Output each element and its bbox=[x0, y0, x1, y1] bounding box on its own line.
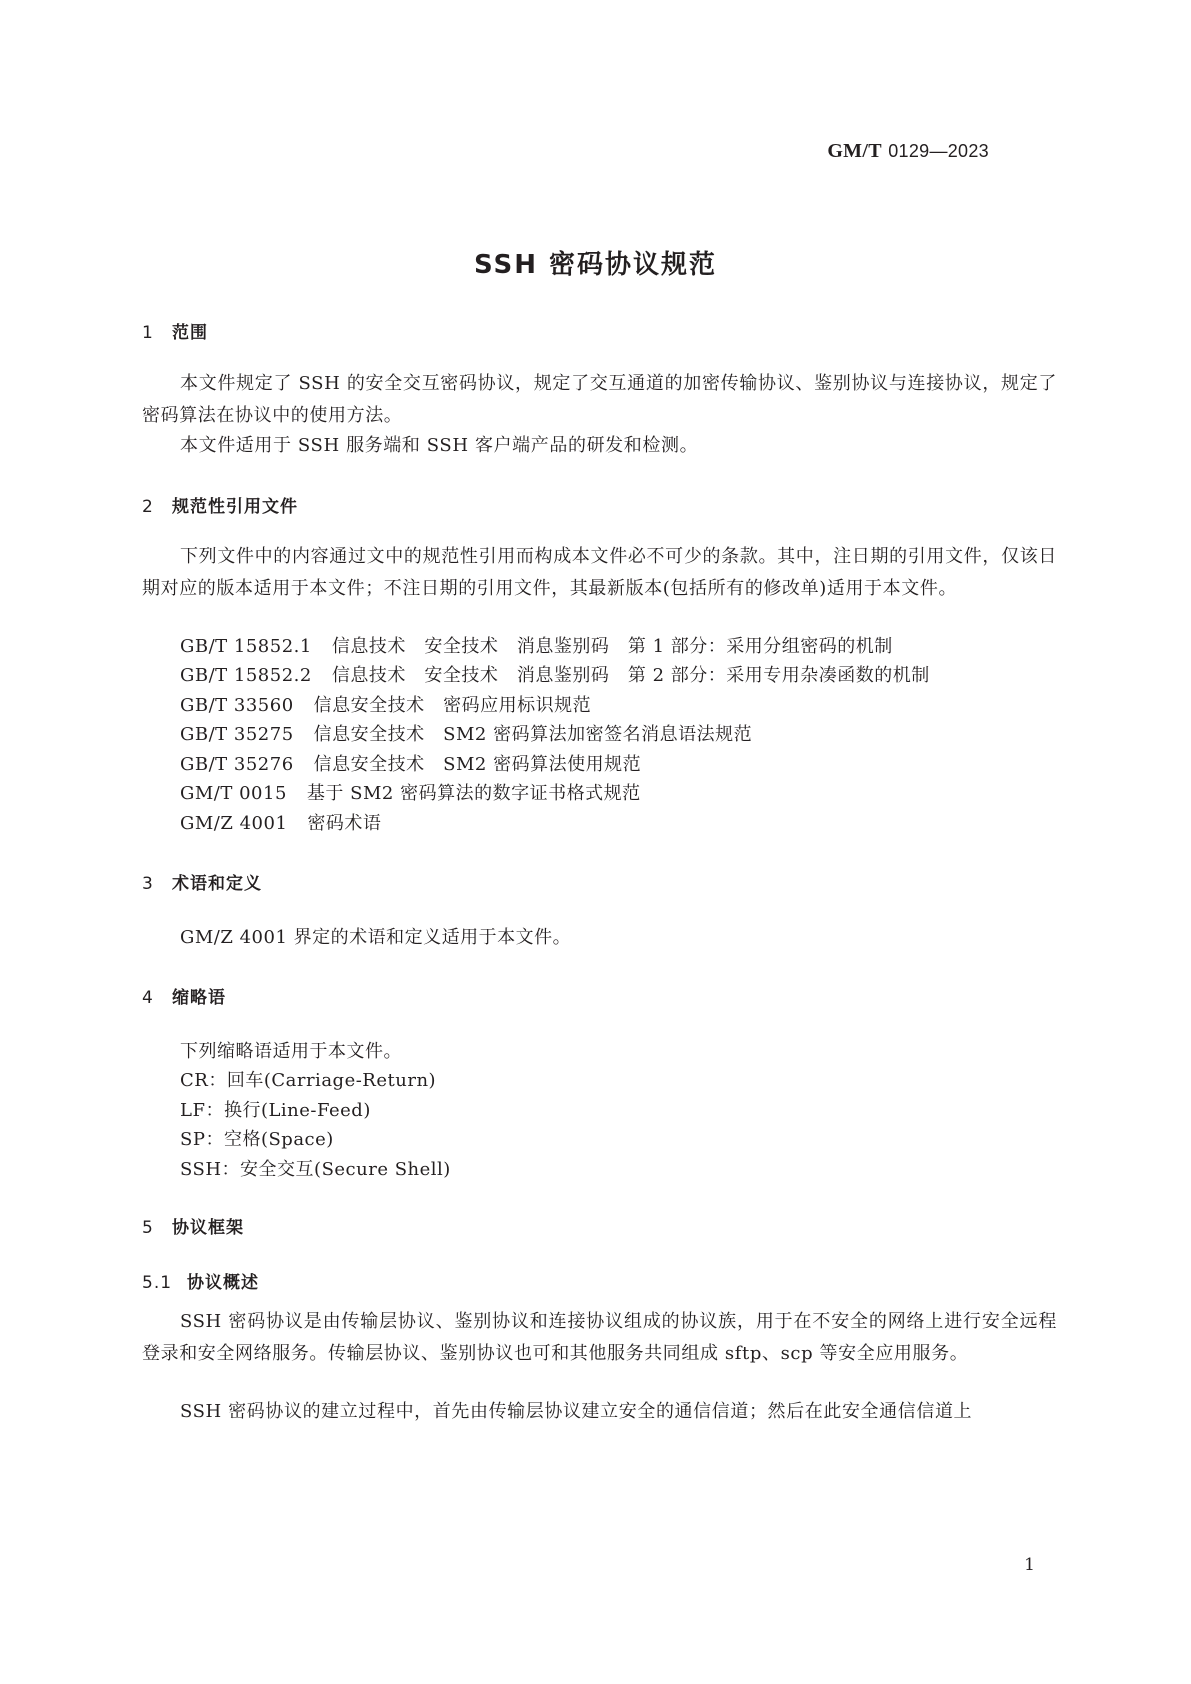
reference-code: GB/T 33560 bbox=[180, 695, 294, 716]
section-3-text: GM/Z 4001 界定的术语和定义适用于本文件。 bbox=[180, 927, 572, 948]
reference-item bbox=[180, 632, 893, 658]
page-number: 1 bbox=[1024, 1555, 1035, 1575]
section-number: 4 bbox=[142, 988, 154, 1008]
reference-title: 信息安全技术 SM2 密码算法使用规范 bbox=[313, 754, 642, 775]
section-title: 术语和定义 bbox=[172, 874, 262, 894]
section-number: 3 bbox=[142, 874, 154, 894]
reference-title: 信息技术 安全技术 消息鉴别码 第 2 部分：采用专用杂凑函数的机制 bbox=[331, 665, 930, 686]
reference-code: GM/Z 4001 bbox=[180, 813, 288, 834]
reference-title: 密码术语 bbox=[307, 813, 382, 834]
reference-code: GB/T 35275 bbox=[180, 724, 294, 745]
section-heading-4 bbox=[142, 983, 226, 1008]
reference-item bbox=[180, 720, 752, 746]
reference-item bbox=[180, 809, 381, 835]
section-5-1-paragraph-1: SSH 密码协议是由传输层协议、鉴别协议和连接协议组成的协议族，用于在不安全的网络上进行安全远程登录和安全网络服务。传输层协议、鉴别协议也可和其他服务共同组成 sftp、scp 等安全应用服务。 bbox=[142, 1311, 1057, 1364]
section-5-1-paragraph-2: SSH 密码协议的建立过程中，首先由传输层协议建立安全的通信信道；然后在此安全通信信道上 bbox=[180, 1401, 973, 1422]
reference-code: GM/T 0015 bbox=[180, 783, 287, 804]
section-1-paragraph-1: 本文件规定了 SSH 的安全交互密码协议，规定了交互通道的加密传输协议、鉴别协议与连接协议，规定了密码算法在协议中的使用方法。 bbox=[142, 373, 1057, 426]
reference-code: GB/T 35276 bbox=[180, 754, 294, 775]
standard-code-prefix: GM/T bbox=[827, 140, 882, 162]
reference-item bbox=[180, 661, 930, 687]
reference-item bbox=[180, 779, 641, 805]
abbreviation-item: CR：回车(Carriage-Return) bbox=[180, 1070, 437, 1091]
section-number: 5.1 bbox=[142, 1273, 173, 1293]
reference-title: 信息安全技术 SM2 密码算法加密签名消息语法规范 bbox=[313, 724, 753, 745]
section-title: 规范性引用文件 bbox=[172, 497, 298, 517]
reference-code: GB/T 15852.1 bbox=[180, 636, 312, 657]
section-1-paragraph-2: 本文件适用于 SSH 服务端和 SSH 客户端产品的研发和检测。 bbox=[180, 435, 699, 456]
reference-item bbox=[180, 750, 641, 776]
reference-title: 基于 SM2 密码算法的数字证书格式规范 bbox=[306, 783, 641, 804]
reference-code: GB/T 15852.2 bbox=[180, 665, 312, 686]
section-4-intro: 下列缩略语适用于本文件。 bbox=[180, 1041, 402, 1062]
reference-title: 信息安全技术 密码应用标识规范 bbox=[313, 695, 592, 716]
section-title: 缩略语 bbox=[172, 988, 226, 1008]
section-number: 2 bbox=[142, 497, 154, 517]
section-2-intro: 下列文件中的内容通过文中的规范性引用而构成本文件必不可少的条款。其中，注日期的引用文件，仅该日期对应的版本适用于本文件；不注日期的引用文件，其最新版本(包括所有的修改单)适用于本文件。 bbox=[142, 546, 1057, 599]
section-title: 范围 bbox=[172, 323, 208, 343]
document-title: SSH 密码协议规范 bbox=[473, 250, 718, 280]
abbreviation-item: LF：换行(Line-Feed) bbox=[180, 1100, 371, 1121]
section-title: 协议框架 bbox=[172, 1218, 244, 1238]
section-title: 协议概述 bbox=[187, 1273, 259, 1293]
abbreviation-item: SSH：安全交互(Secure Shell) bbox=[180, 1159, 451, 1180]
section-heading-5 bbox=[142, 1213, 244, 1238]
standard-code bbox=[827, 140, 989, 163]
section-number: 5 bbox=[142, 1218, 154, 1238]
section-heading-2 bbox=[142, 492, 298, 517]
section-heading-3 bbox=[142, 869, 262, 894]
section-number: 1 bbox=[142, 323, 154, 343]
standard-code-number: 0129—2023 bbox=[888, 141, 989, 161]
reference-item bbox=[180, 691, 591, 717]
abbreviation-item: SP：空格(Space) bbox=[180, 1129, 334, 1150]
section-heading-5-1 bbox=[142, 1268, 259, 1293]
reference-title: 信息技术 安全技术 消息鉴别码 第 1 部分：采用分组密码的机制 bbox=[331, 636, 893, 657]
section-heading-1 bbox=[142, 318, 208, 343]
